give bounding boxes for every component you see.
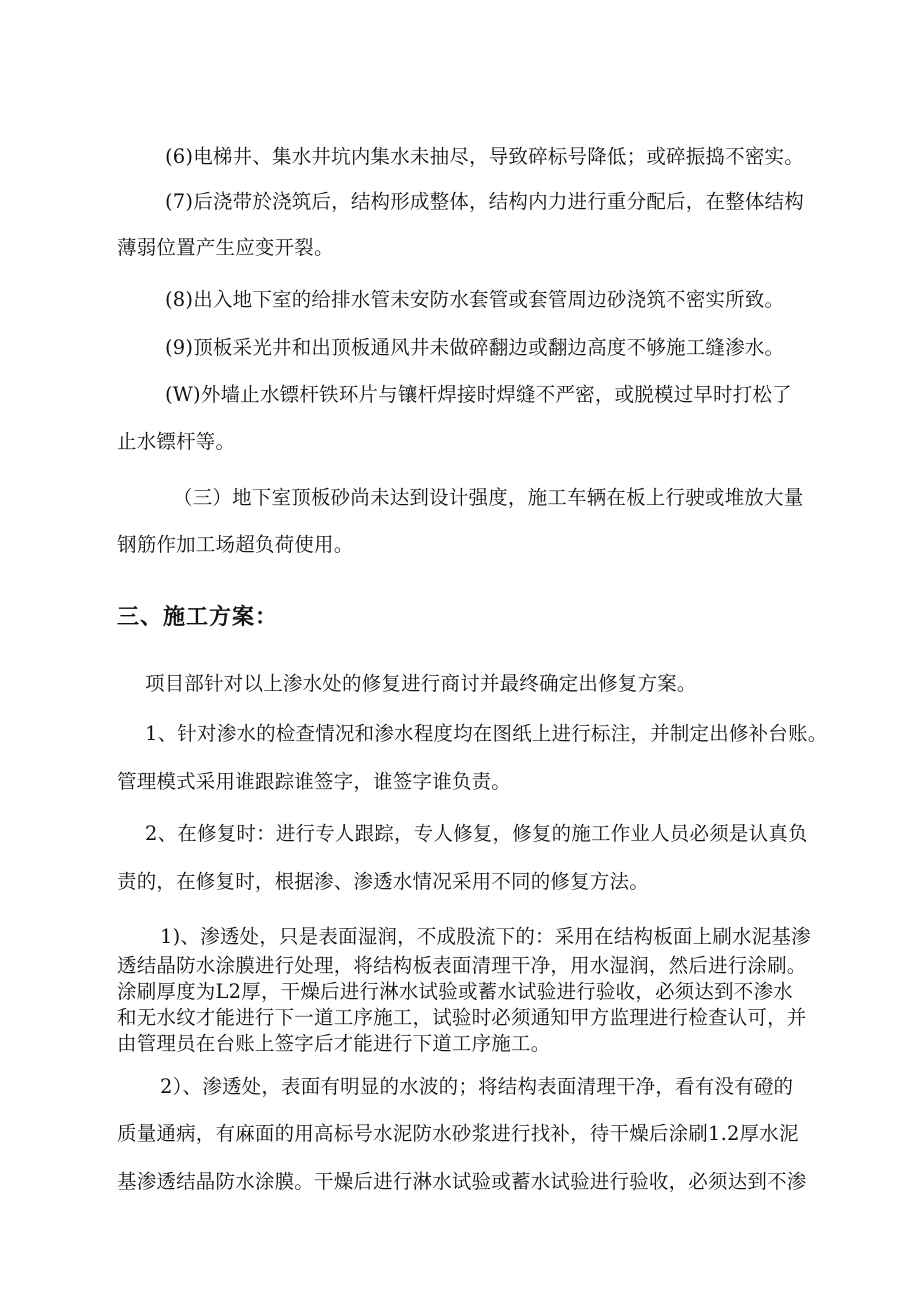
method-line: 由管理员在台账上签字后才能进行下道工序施工。	[117, 1032, 551, 1055]
paragraph-line: (6)电梯井、集水井坑内集水未抽尽，导致碎标号降低；或碎振捣不密实。	[165, 145, 804, 168]
paragraph-line: （三）地下室顶板砂尚未达到设计强度，施工车辆在板上行驶或堆放大量	[173, 486, 804, 509]
paragraph-line: 止水镖杆等。	[117, 430, 236, 453]
method-line: 涂刷厚度为L2厚，干燥后进行淋水试验或蓄水试验进行验收，必须达到不渗水	[117, 980, 793, 1003]
plan-line: 管理模式采用谁跟踪谁签字，谁签字谁负责。	[117, 770, 512, 793]
method-line: 透结晶防水涂膜进行处理，将结构板表面清理干净，用水湿润，然后进行涂刷。	[117, 954, 807, 977]
paragraph-line: 钢筋作加工场超负荷使用。	[117, 533, 354, 556]
section-heading: 三、施工方案：	[117, 605, 279, 630]
method-line: 基渗透结晶防水涂膜。干燥后进行淋水试验或蓄水试验进行验收，必须达到不渗	[117, 1170, 807, 1193]
method-line: 1)、渗透处，只是表面湿润，不成股流下的：采用在结构板面上刷水泥基渗	[160, 925, 811, 948]
paragraph-line: (9)顶板采光井和出顶板通风井未做碎翻边或翻边高度不够施工缝渗水。	[165, 336, 785, 359]
paragraph-line: 薄弱位置产生应变开裂。	[117, 236, 334, 259]
paragraph-line: (7)后浇带於浇筑后，结构形成整体，结构内力进行重分配后，在整体结构	[165, 190, 804, 213]
plan-line: 责的，在修复时，根据渗、渗透水情况采用不同的修复方法。	[117, 870, 649, 893]
method-line: 和无水纹才能进行下一道工序施工，试验时必须通知甲方监理进行检查认可，并	[117, 1006, 807, 1029]
paragraph-line: (8)出入地下室的给排水管未安防水套管或套管周边砂浇筑不密实所致。	[165, 288, 785, 311]
method-line: 2）、渗透处，表面有明显的水波的；将结构表面清理干净，看有没有磴的	[160, 1075, 794, 1098]
plan-line: 2、在修复时：进行专人跟踪，专人修复，修复的施工作业人员必须是认真负	[145, 822, 808, 845]
plan-line: 1、针对渗水的检查情况和渗水程度均在图纸上进行标注，并制定出修补台账。	[145, 722, 828, 745]
plan-line: 项目部针对以上渗水处的修复进行商讨并最终确定出修复方案。	[145, 672, 697, 695]
method-line: 质量通病，有麻面的用高标号水泥防水砂浆进行找补，待干燥后涂刷1.2厚水泥	[117, 1122, 799, 1145]
paragraph-line: (W)外墙止水镖杆铁环片与镶杆焊接时焊缝不严密，或脱模过早时打松了	[165, 383, 792, 406]
